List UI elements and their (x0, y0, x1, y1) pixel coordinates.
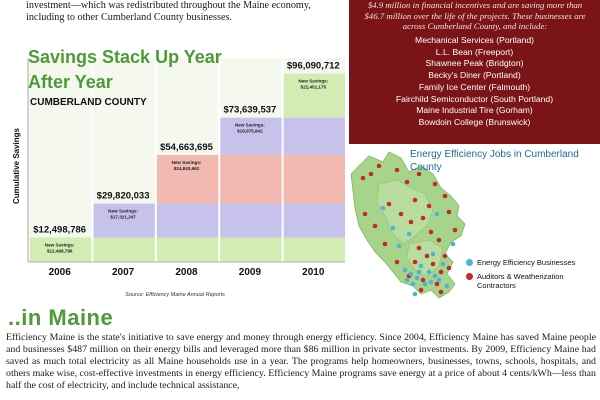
new-savings-value: $18,975,842 (237, 128, 263, 134)
businesses-intro: $4.9 million in financial incentives and are saving more than $46.7 million over the life of the projects. These businesses are across Cumberland County, and include: (364, 0, 586, 31)
new-savings-value: $24,843,662 (173, 165, 200, 171)
business-marker (431, 252, 436, 257)
auditor-marker (429, 230, 434, 235)
list-item: Maine Industrial Tire (Gorham) (416, 105, 533, 116)
x-tick-label: 2010 (302, 267, 325, 278)
section-heading: ..in Maine (8, 305, 114, 330)
y-axis-label: Cumulative Savings (12, 127, 21, 205)
list-item: Becky's Diner (Portland) (428, 70, 521, 81)
new-savings-value: $22,451,175 (300, 84, 327, 90)
auditor-marker (405, 180, 410, 185)
auditor-marker (435, 282, 440, 287)
bar-value-label: $29,820,033 (96, 190, 150, 202)
auditor-marker (373, 224, 378, 229)
bar-value-label: $73,639,537 (223, 104, 277, 116)
business-marker (417, 270, 422, 275)
legend-label: Energy Efficiency Businesses (477, 258, 576, 267)
auditor-marker (421, 278, 426, 283)
x-tick-label: 2006 (48, 267, 71, 278)
new-savings-caption: New Savings: (44, 242, 75, 248)
auditor-marker (427, 204, 432, 209)
auditor-marker (447, 210, 452, 215)
new-savings-value: $17,321,247 (110, 214, 136, 220)
map-title: Energy Efficiency Jobs in Cumberland County (410, 149, 579, 173)
list-item: Mechanical Services (Portland) (415, 35, 534, 45)
business-marker (423, 282, 428, 287)
auditor-marker (421, 216, 426, 221)
list-item: Fairchild Semiconductor (South Portland) (395, 93, 554, 104)
business-marker (415, 276, 420, 281)
business-marker (411, 282, 416, 287)
business-marker (413, 292, 418, 297)
auditor-marker (447, 266, 452, 271)
bar-value-label: $12,498,786 (33, 224, 87, 236)
auditor-marker (387, 202, 392, 207)
list-item: Family Ice Center (Falmouth) (418, 81, 531, 92)
chart-source: Source: Efficiency Maine Annual Reports (125, 292, 225, 298)
list-item: Bowdoin College (Brunswick) (418, 116, 531, 127)
business-marker (407, 232, 412, 237)
business-marker (433, 274, 438, 279)
auditor-marker (419, 288, 424, 293)
auditor-marker (439, 290, 444, 295)
new-savings-value: $12,498,786 (46, 248, 73, 254)
auditor-marker (369, 172, 374, 177)
business-marker (381, 206, 386, 211)
business-marker (429, 280, 434, 285)
auditor-marker (363, 212, 368, 217)
x-tick-label: 2009 (238, 267, 262, 278)
legend-item-businesses (463, 258, 598, 267)
business-marker (445, 284, 450, 289)
red-dot-icon (466, 273, 473, 280)
new-savings-caption: New Savings: (234, 122, 265, 128)
businesses-panel (349, 0, 600, 144)
auditor-marker (443, 194, 448, 199)
auditor-marker (413, 260, 418, 265)
x-tick-label: 2007 (111, 267, 135, 278)
legend-label: Auditors & Weatherization Contractors (477, 272, 564, 290)
new-savings-caption: New Savings: (108, 208, 139, 214)
bar-value-label: $96,090,712 (286, 60, 340, 72)
auditor-marker (413, 198, 418, 203)
auditor-marker (431, 262, 436, 267)
auditor-marker (383, 242, 388, 247)
list-item: Shawnee Peak (Bridgton) (425, 58, 524, 69)
business-marker (391, 226, 396, 231)
business-marker (403, 268, 408, 273)
business-marker (437, 278, 442, 283)
auditor-marker (437, 238, 442, 243)
auditor-marker (417, 246, 422, 251)
auditor-marker (399, 212, 404, 217)
list-item: L.L. Bean (Freeport) (435, 46, 514, 57)
legend-item-contractors (463, 272, 598, 290)
business-marker (441, 262, 446, 267)
map-legend (463, 258, 598, 295)
auditor-marker (453, 228, 458, 233)
chart-subtitle: CUMBERLAND COUNTY (30, 97, 147, 108)
column-separator (282, 58, 284, 262)
new-savings-caption: New Savings: (298, 78, 329, 84)
auditor-marker (443, 254, 448, 259)
new-savings-caption: New Savings: (171, 159, 202, 165)
auditor-marker (433, 182, 438, 187)
auditor-marker (361, 176, 366, 181)
business-marker (435, 212, 440, 217)
section-body: Efficiency Maine is the state's initiative to save energy and money through energy efficiency. Since 2004, Efficiency Maine has saved Maine people and businesses $487 million on their energy bills and leveraged more than $86 million in private sector investments. By 2009, Efficiency Maine had saved as much total electricity as all Maine households use in a year. The programs help homeowners, businesses, towns, schools, hospitals, and others make wise, cost-effective investments in energy efficiency. Efficiency Maine programs save energy at a price of about 4 cents/kWh—less than half the cost of electricity, and include technical assistance, (6, 332, 596, 392)
auditor-marker (395, 168, 400, 173)
business-marker (397, 244, 402, 249)
x-tick-label: 2008 (175, 267, 198, 278)
business-marker (419, 264, 424, 269)
business-marker (409, 272, 414, 277)
auditor-marker (395, 260, 400, 265)
business-list (349, 35, 600, 129)
business-marker (405, 278, 410, 283)
auditor-marker (377, 164, 382, 169)
auditor-marker (425, 254, 430, 259)
auditor-marker (439, 270, 444, 275)
auditor-marker (409, 220, 414, 225)
business-marker (451, 242, 456, 247)
bar-value-label: $54,663,695 (160, 141, 213, 153)
intro-text: investment—which was redistributed throughout the Maine economy, including to other Cumberland County businesses. (26, 0, 311, 23)
business-marker (427, 270, 432, 275)
savings-layer (30, 238, 345, 262)
blue-dot-icon (466, 259, 473, 266)
chart-title: Savings Stack Up Year After Year (28, 47, 222, 92)
